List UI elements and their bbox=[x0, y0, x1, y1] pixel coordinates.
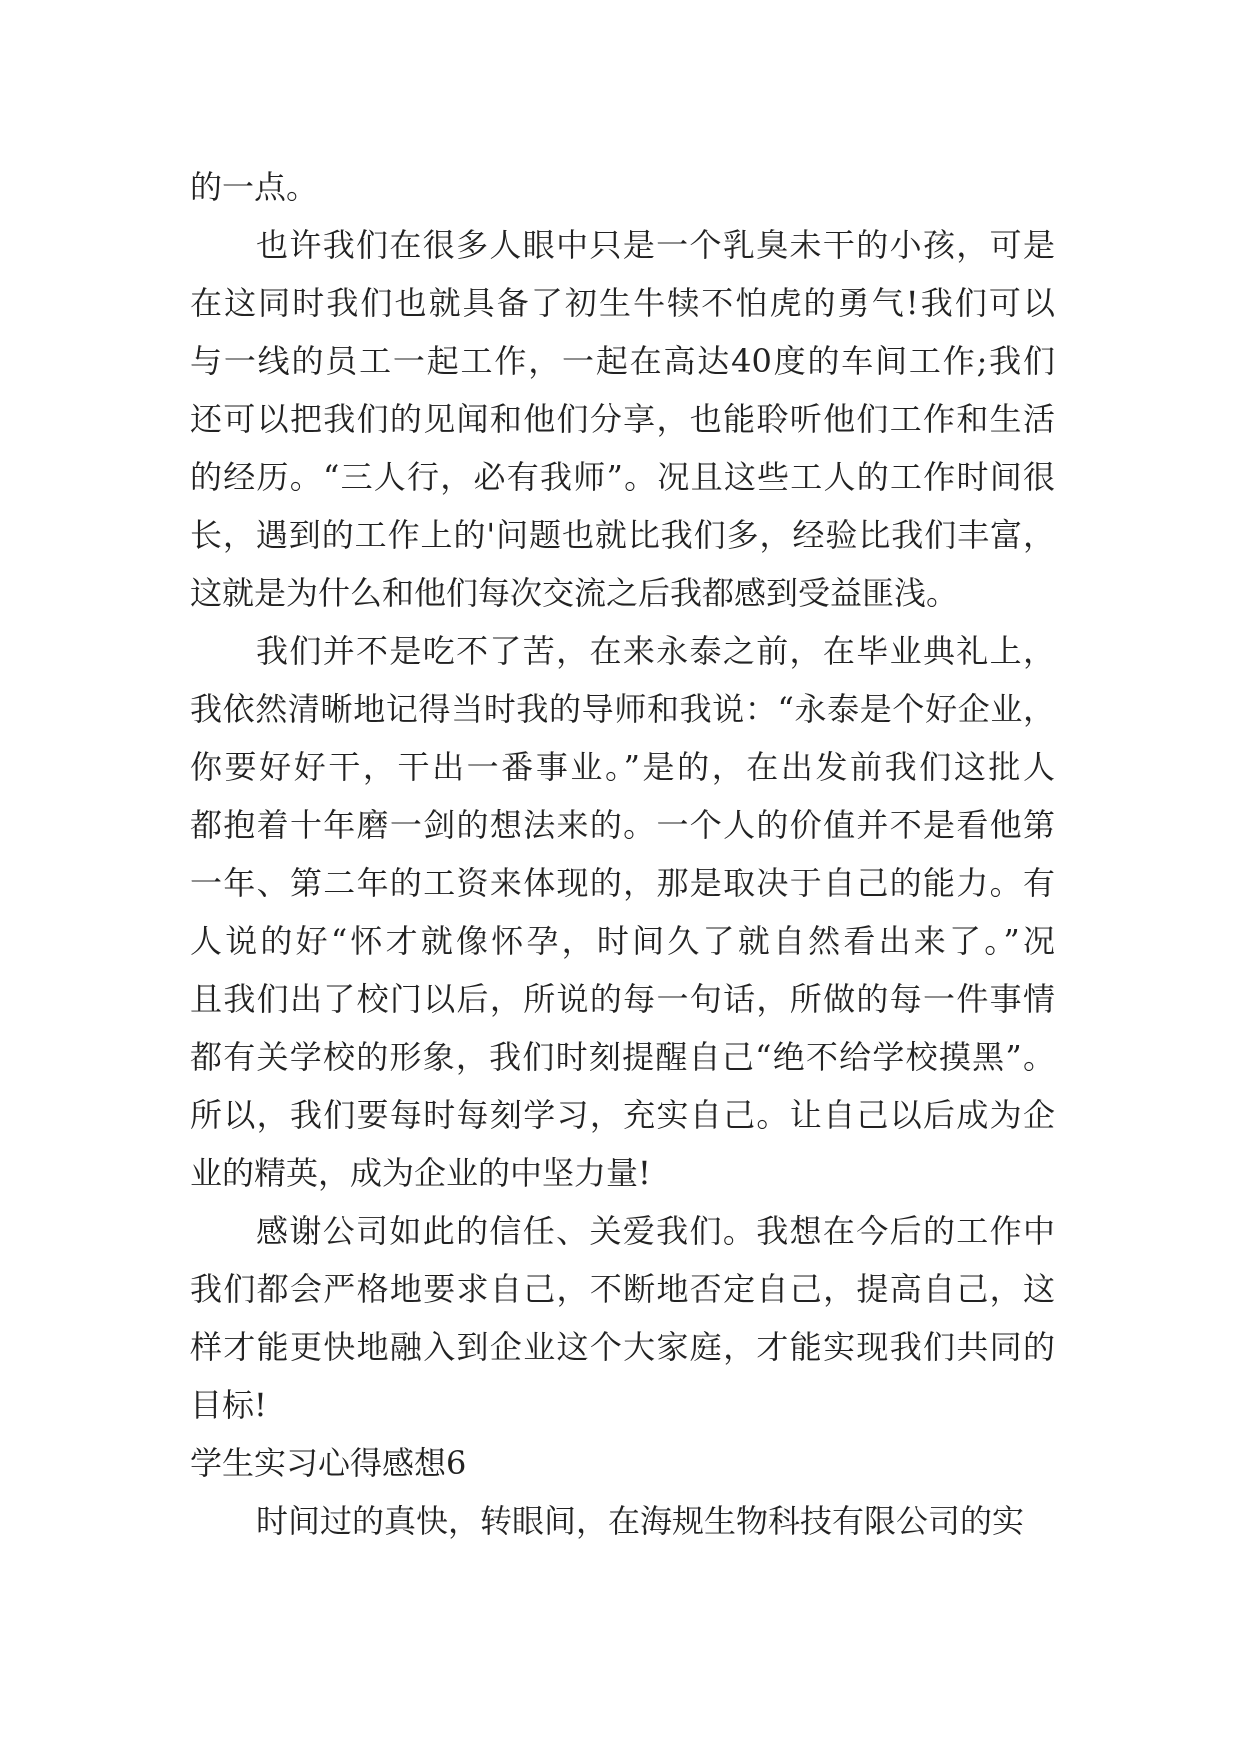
paragraph bbox=[190, 158, 1055, 216]
document-body bbox=[190, 158, 1055, 1550]
text-line: 也许我们在很多人眼中只是一个乳臭未干的小孩，可是 bbox=[256, 226, 1055, 264]
paragraph bbox=[190, 622, 1055, 1202]
text-line: 人说的好“怀才就像怀孕，时间久了就自然看出来了。”况 bbox=[190, 922, 1055, 960]
text-line: 都有关学校的形象，我们时刻提醒自己“绝不给学校摸黑”。 bbox=[190, 1038, 1055, 1076]
text-line: 感谢公司如此的信任、关爱我们。我想在今后的工作中 bbox=[256, 1212, 1055, 1250]
paragraph bbox=[190, 1492, 1055, 1550]
text-line: 都抱着十年磨一剑的想法来的。一个人的价值并不是看他第 bbox=[190, 806, 1055, 844]
text-line: 的一点。 bbox=[190, 168, 319, 206]
text-line: 所以，我们要每时每刻学习，充实自己。让自己以后成为企 bbox=[190, 1096, 1055, 1134]
text-line: 在这同时我们也就具备了初生牛犊不怕虎的勇气!我们可以 bbox=[190, 284, 1055, 322]
text-line: 我们都会严格地要求自己，不断地否定自己，提高自己，这 bbox=[190, 1270, 1055, 1308]
text-line: 业的精英，成为企业的中坚力量! bbox=[190, 1154, 651, 1192]
text-line: 你要好好干，干出一番事业。”是的，在出发前我们这批人 bbox=[190, 748, 1055, 786]
text-line: 时间过的真快，转眼间，在海规生物科技有限公司的实 bbox=[256, 1502, 1025, 1540]
paragraph bbox=[190, 216, 1055, 622]
paragraph bbox=[190, 1202, 1055, 1434]
text-line: 且我们出了校门以后，所说的每一句话，所做的每一件事情 bbox=[190, 980, 1055, 1018]
text-line: 这就是为什么和他们每次交流之后我都感到受益匪浅。 bbox=[190, 574, 959, 612]
text-line: 还可以把我们的见闻和他们分享，也能聆听他们工作和生活 bbox=[190, 400, 1055, 438]
text-line: 我依然清晰地记得当时我的导师和我说：“永泰是个好企业， bbox=[190, 690, 1055, 728]
text-line: 我们并不是吃不了苦，在来永泰之前，在毕业典礼上， bbox=[256, 632, 1055, 670]
text-line: 样才能更快地融入到企业这个大家庭，才能实现我们共同的 bbox=[190, 1328, 1055, 1366]
text-line: 一年、第二年的工资来体现的，那是取决于自己的能力。有 bbox=[190, 864, 1055, 902]
text-line: 的经历。“三人行，必有我师”。况且这些工人的工作时间很 bbox=[190, 458, 1055, 496]
text-line: 与一线的员工一起工作，一起在高达40度的车间工作;我们 bbox=[190, 342, 1055, 380]
section-heading: 学生实习心得感想6 bbox=[190, 1444, 467, 1482]
text-line: 长，遇到的工作上的'问题也就比我们多，经验比我们丰富， bbox=[190, 516, 1055, 554]
text-line: 目标! bbox=[190, 1386, 267, 1424]
